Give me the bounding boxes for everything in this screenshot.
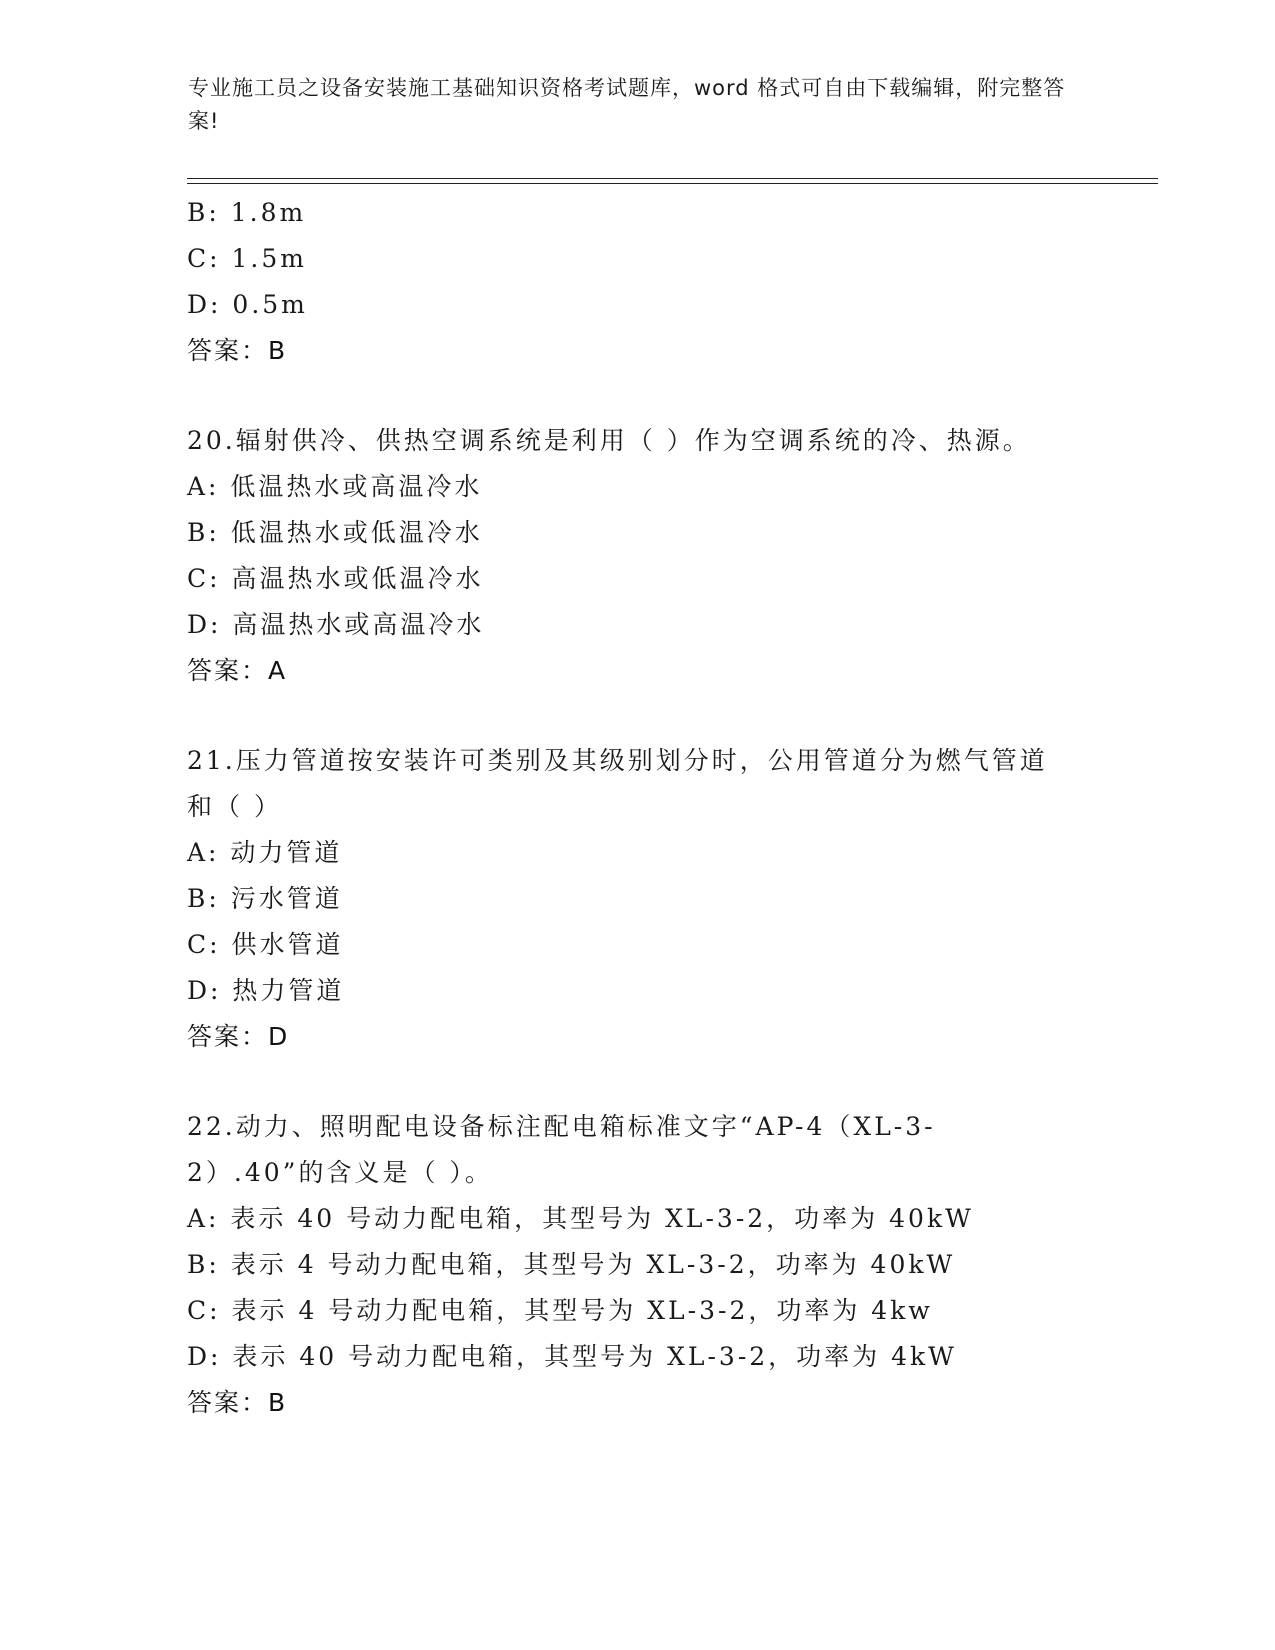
header-divider-top xyxy=(187,178,1158,179)
question-21 xyxy=(187,738,1087,1060)
answer: 答案：B xyxy=(187,336,288,365)
option-c: C: 供水管道 xyxy=(187,930,344,959)
option-d: D: 表示 40 号动力配电箱，其型号为 XL-3-2，功率为 4kW xyxy=(187,1342,957,1371)
option-c: C: 表示 4 号动力配电箱，其型号为 XL-3-2，功率为 4kw xyxy=(187,1296,933,1325)
option-c: C: 1.5m xyxy=(187,244,307,273)
option-b: B: 污水管道 xyxy=(187,884,343,913)
option-b: B: 1.8m xyxy=(187,198,307,227)
option-d: D: 热力管道 xyxy=(187,976,345,1005)
option-c: C: 高温热水或低温冷水 xyxy=(187,564,484,593)
option-d: D: 高温热水或高温冷水 xyxy=(187,610,485,639)
option-b: B: 低温热水或低温冷水 xyxy=(187,518,483,547)
option-d: D: 0.5m xyxy=(187,290,308,319)
answer: 答案：A xyxy=(187,656,288,685)
answer: 答案：B xyxy=(187,1388,288,1417)
option-a: A: 表示 40 号动力配电箱，其型号为 XL-3-2，功率为 40kW xyxy=(187,1204,974,1233)
question-text: 21.压力管道按安装许可类别及其级别划分时，公用管道分为燃气管道和（ ） xyxy=(187,746,1048,821)
option-b: B: 表示 4 号动力配电箱，其型号为 XL-3-2，功率为 40kW xyxy=(187,1250,956,1279)
header-divider-bottom xyxy=(187,183,1158,184)
option-a: A: 动力管道 xyxy=(187,838,343,867)
question-text: 22.动力、照明配电设备标注配电箱标准文字“AP-4（XL-3-2）.40”的含义是（ ）。 xyxy=(187,1112,936,1187)
question-19 xyxy=(187,190,1087,374)
question-22 xyxy=(187,1104,1087,1426)
document-header: 专业施工员之设备安装施工基础知识资格考试题库，word 格式可自由下载编辑，附完整答案! xyxy=(188,76,1066,133)
question-list xyxy=(187,190,1087,1426)
option-a: A: 低温热水或高温冷水 xyxy=(187,472,483,501)
question-20 xyxy=(187,418,1087,694)
question-text: 20.辐射供冷、供热空调系统是利用（ ）作为空调系统的冷、热源。 xyxy=(187,426,1031,455)
answer: 答案：D xyxy=(187,1022,290,1051)
